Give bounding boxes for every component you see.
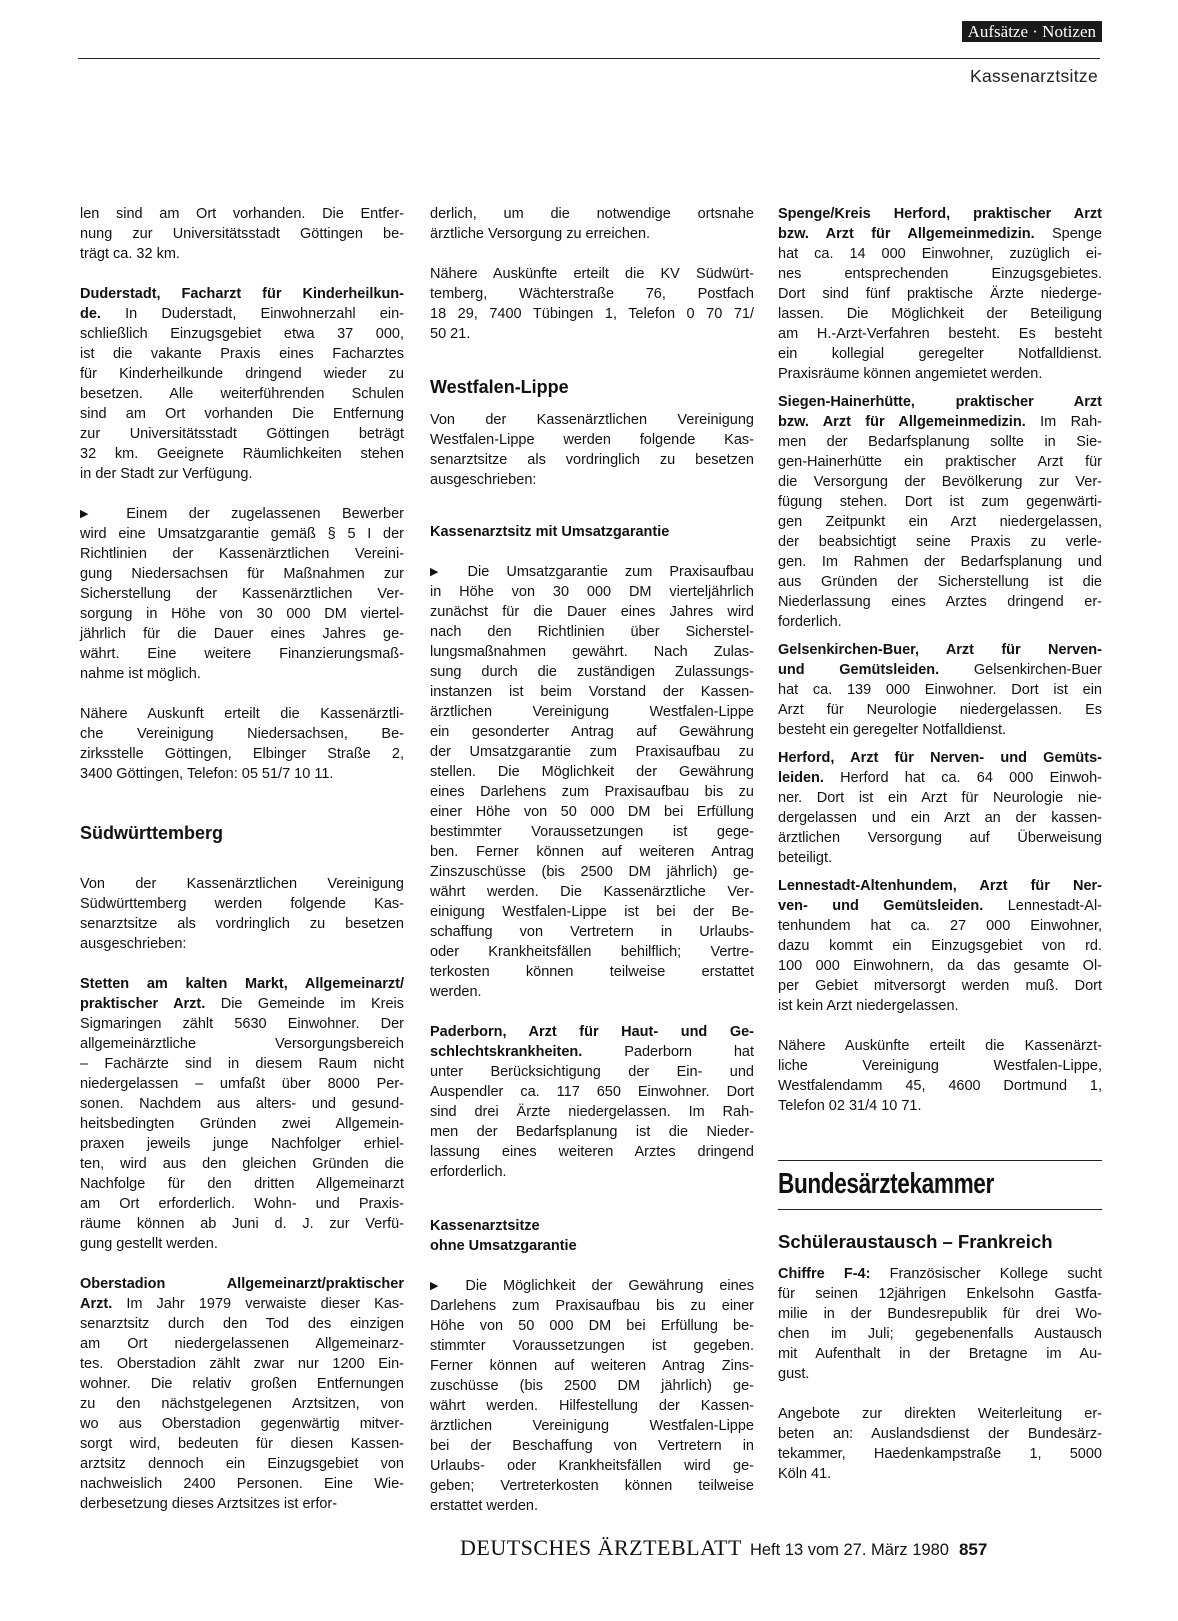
text-line: zur Universitätsstadt Göttingen beträgt <box>80 426 404 442</box>
text-line: derbesetzung dieses Arztsitzes ist erfor- <box>80 1496 338 1512</box>
text-line: sorgt wird, bedeuten für diesen Kassen- <box>80 1436 404 1452</box>
text-line: liche Vereinigung Westfalen-Lippe, <box>778 1058 1102 1074</box>
text-line: heitsbedingten Gründen zwei Allgemein- <box>80 1116 404 1132</box>
text-line: geben; Vertreterkosten können teilweise <box>430 1478 754 1494</box>
text-line: senarztsitze als vordringlich zu besetzen <box>430 452 754 468</box>
text-line: stimmter Voraussetzungen ist gegeben. <box>430 1338 754 1354</box>
listing-herford: Herford, Arzt für Nerven- und Gemüts- leiden. Herford hat ca. 64 000 Einwoh- ner. Dort ist ein Arzt für Neurologie nie- dergelassen und ein Arzt an der kassen- ärztlichen Versorgung auf Überweisung beteiligt. <box>778 750 1102 866</box>
text-line: terkosten können teilweise erstattet <box>430 964 754 980</box>
text-line: wo aus Oberstadion gegenwärtig mitver- <box>80 1416 404 1432</box>
text-line: derlich, um die notwendige ortsnahe <box>430 206 754 222</box>
text-line: bei der Beschaffung von Vertretern in <box>430 1438 754 1454</box>
text-line: chen im Juli; gegebenenfalls Austausch <box>778 1326 1102 1342</box>
text-line: trägt ca. 32 km. <box>80 246 180 262</box>
text-line: sind drei Ärzte niedergelassen. Im Rah- <box>430 1104 754 1120</box>
text-line: ein kollegial geregelter Notfalldienst. <box>778 346 1102 362</box>
text-line: der Umsatzgarantie zum Praxisaufbau zu <box>430 744 754 760</box>
text-line: gen Zeitpunkt ein Arzt niedergelassen, <box>778 514 1102 530</box>
text-line: Von der Kassenärztlichen Vereinigung <box>430 412 754 428</box>
listing-spenge: Spenge/Kreis Herford, praktischer Arzt bzw. Arzt für Allgemeinmedizin. Spenge hat ca. 14 000 Einwohner, zuzüglich ei- nes entsprechenden Einzugsgebietes. Dort sind fünf praktische Ärzte niederge- lassen. Die Möglichkeit der Beteiligung am H.-Arzt-Verfahren besteht. Es besteht ein kollegial geregelter Notfalldienst. Praxisräume können angemietet werden. <box>778 206 1102 382</box>
section-title: Kassenarztsitze <box>969 66 1098 86</box>
paragraph-ohne-umsatzgarantie <box>430 1276 754 1516</box>
paragraph-kv-auskunft <box>430 264 754 344</box>
text-line: ärztlichen Vereinigung Westfalen-Lippe <box>430 1418 754 1434</box>
text-line: Urlaubs- oder Krankheitsfällen wird ge- <box>430 1458 754 1474</box>
text-line: erstattet werden. <box>430 1498 538 1514</box>
text-line: Praxisräume können angemietet werden. <box>778 366 1043 382</box>
text-line: lungsmaßnahmen gewährt. Nach Zulas- <box>430 644 754 660</box>
text-line: che Vereinigung Niedersachsen, Be- <box>80 726 404 742</box>
text-line: gen-Hainerhütte ein praktischer Arzt für <box>778 454 1102 470</box>
text-line: ner. Dort ist ein Arzt für Neurologie nie- <box>778 790 1102 806</box>
paragraph <box>80 204 404 264</box>
text-line: zuschüsse (bis 2500 DM jährlich) ge- <box>430 1378 754 1394</box>
text-line: senarztsitz durch den Tod des einzigen <box>80 1316 404 1332</box>
text-line: räume können ab Juni d. J. zur Verfü- <box>80 1216 404 1232</box>
text-line: per Gebiet mitversorgt werden muß. Dort <box>778 978 1102 994</box>
text-line: Niederlassung eines Arztes dringend er- <box>778 594 1102 610</box>
text-line: ärztlichen Versorgung auf Überweisung <box>778 830 1102 846</box>
text-line: aus Gründen der Sicherstellung ist die <box>778 574 1102 590</box>
text-line: nachweislich 2400 Personen. Eine Wie- <box>80 1476 404 1492</box>
listing-gelsenkirchen: Gelsenkirchen-Buer, Arzt für Nerven- und Gemütsleiden. Gelsenkirchen-Buer hat ca. 139 000 Einwohner. Dort ist ein Arzt für Neurologie niedergelassen. Es besteht ein geregelter Notfalldienst. <box>778 642 1102 738</box>
heading-mit-umsatzgarantie: Kassenarztsitz mit Umsatzgarantie <box>430 524 670 540</box>
heading-bundesaerztekammer: Bundesärztekammer <box>778 1168 994 1200</box>
text-line: 50 21. <box>430 326 471 342</box>
text-line: Richtlinien der Kassenärztlichen Vereini- <box>80 546 404 562</box>
text-line: – Fachärzte sind in diesem Raum nicht <box>80 1056 404 1072</box>
text-line: Auspendler ca. 117 650 Einwohner. Dort <box>430 1084 754 1100</box>
text-line: am H.-Arzt-Verfahren besteht. Es besteht <box>778 326 1102 342</box>
text-line: für seinen 12jährigen Enkelsohn Gastfa- <box>778 1286 1102 1302</box>
text-line: für Kinderheilkunde dringend wieder zu <box>80 366 404 382</box>
text-line: sung durch die zuständigen Zulassungs- <box>430 664 754 680</box>
text-line: lassen. Die Möglichkeit der Beteiligung <box>778 306 1102 322</box>
paragraph-umsatzgarantie <box>80 504 404 684</box>
text-line: dergelassen und ein Arzt an der kassen- <box>778 810 1102 826</box>
text-line: ärztlichen Vereinigung Westfalen-Lippe <box>430 704 754 720</box>
text-line: schließlich Einzugsgebiet etwa 37 000, <box>80 326 404 342</box>
bullet-triangle-icon: ▶ <box>80 508 127 520</box>
heading-ohne-umsatzgarantie: Kassenarztsitze ohne Umsatzgarantie <box>430 1218 577 1254</box>
text-line: besetzen. Alle weiterführenden Schulen <box>80 386 404 402</box>
text-line: Höhe von 50 000 DM bei Erfüllung be- <box>430 1318 754 1334</box>
text-line: währt. Eine weitere Finanzierungsmaß- <box>80 646 404 662</box>
text-line: 18 29, 7400 Tübingen 1, Telefon 0 70 71/ <box>430 306 754 322</box>
listing-oberstadion: Oberstadion Allgemeinarzt/praktischer Arzt. Im Jahr 1979 verwaiste dieser Kas- senarztsitz durch den Tod des einzigen am Ort niedergelassenen Allgemeinarz- tes. Oberstadion zählt zwar nur 1200 Ein- wohner. Die relativ großen Entfernungen zu den nächstgelegenen Arztsitzen, von wo aus Oberstadion gegenwärtig mitver- sorgt wird, bedeuten für diesen Kassen- arztsitz dennoch ein Einzugsgebiet von nachweislich 2400 Personen. Eine Wie- derbesetzung dieses Arztsitzes ist erfor- <box>80 1276 404 1512</box>
text-line: ▶ Die Möglichkeit der Gewährung eines <box>430 1278 754 1294</box>
text-line: nes entsprechenden Einzugsgebietes. <box>778 266 1102 282</box>
text-line: Sigmaringen zählt 5630 Einwohner. Der <box>80 1016 404 1032</box>
bullet-triangle-icon: ▶ <box>430 566 468 578</box>
text-line: milie in der Bundesrepublik für drei Wo- <box>778 1306 1102 1322</box>
listing-paderborn: Paderborn, Arzt für Haut- und Ge- schlechtskrankheiten. Paderborn hat unter Berücksichtigung der Ein- und Auspendler ca. 117 650 Einwohner. Dort sind drei Ärzte niedergelassen. Im Rah- men der Bedarfsplanung ist die Nieder- lassung eines weiteren Arztes dringend erforderlich. <box>430 1024 754 1180</box>
text-line: jährlich für die Dauer eines Jahres ge- <box>80 626 404 642</box>
text-line: fügung stehen. Dort ist zum gegenwärti- <box>778 494 1102 510</box>
text-line: Westfalendamm 45, 4600 Dortmund 1, <box>778 1078 1102 1094</box>
paragraph-auskunft <box>80 704 404 784</box>
text-line: Arzt für Neurologie niedergelassen. Es <box>778 702 1102 718</box>
text-line: sonen. Nachdem aus alters- und gesund- <box>80 1096 404 1112</box>
text-line: ein gesonderter Antrag auf Gewährung <box>430 724 754 740</box>
text-line: niedergelassen – umfaßt über 8000 Per- <box>80 1076 404 1092</box>
listing-siegen: Siegen-Hainerhütte, praktischer Arzt bzw. Arzt für Allgemeinmedizin. Im Rah- men der Bedarfsplanung sollte in Sie- gen-Hainerhütte ein praktischer Arzt für die Versorgung der Bevölkerung zur Ver- fügung stehen. Dort ist zum gegenwärti- gen Zeitpunkt ein Arzt niedergelassen, der beabsichtigt seine Praxis zu verle- gen. Im Rahmen der Bedarfsplanung und aus Gründen der Sicherstellung ist die Niederlassung eines Arztes dringend er- forderlich. <box>778 394 1103 630</box>
text-line: gung gestellt werden. <box>80 1236 218 1252</box>
paragraph-mit-umsatzgarantie <box>430 562 754 1002</box>
text-line: bestimmter Voraussetzungen ist gege- <box>430 824 754 840</box>
text-line: lassung eines weiteren Arztes dringend <box>430 1144 754 1160</box>
text-line: Westfalen-Lippe werden folgende Kas- <box>430 432 754 448</box>
text-line: Zinszuschüsse (bis 2500 DM jährlich) ge- <box>430 864 754 880</box>
text-line: Nähere Auskünfte erteilt die Kassenärzt- <box>778 1038 1102 1054</box>
text-line: schaffung von Vertretern in Urlaubs- <box>430 924 754 940</box>
text-line: währt werden. Die Kassenärztliche Ver- <box>430 884 754 900</box>
text-line: Ferner können auf weiteren Antrag Zins- <box>430 1358 754 1374</box>
text-line: hat ca. 139 000 Einwohner. Dort ist ein <box>778 682 1102 698</box>
text-line: Südwürttemberg werden folgende Kas- <box>80 896 404 912</box>
listing-lennestadt: Lennestadt-Altenhundem, Arzt für Ner- ven- und Gemütsleiden. Lennestadt-Al- tenhundem hat ca. 27 000 Einwohner, dazu kommt ein Einzugsgebiet von rd. 100 000 Einwohnern, da das gesamte Ol- per Gebiet mitversorgt werden muß. Dort ist kein Arzt niedergelassen. <box>778 878 1103 1014</box>
text-line: nach den Richtlinien über Sicherstel- <box>430 624 754 640</box>
text-line: in Höhe von 30 000 DM vierteljährlich <box>430 584 754 600</box>
text-line: Nähere Auskünfte erteilt die KV Südwürt- <box>430 266 754 282</box>
text-line: am Ort erforderlich. Wohn- und Praxis- <box>80 1196 404 1212</box>
text-line: len sind am Ort vorhanden. Die Entfer- <box>80 206 404 222</box>
text-line: Nachfolge für den dritten Allgemeinarzt <box>80 1176 404 1192</box>
text-line: mit Aufenthalt in der Bretagne im Au- <box>778 1346 1102 1362</box>
text-line: ist kein Arzt niedergelassen. <box>778 998 959 1014</box>
text-line: ärztliche Versorgung zu erreichen. <box>430 226 651 242</box>
text-line: allgemeinärztliche Versorgungsbereich <box>80 1036 404 1052</box>
text-line: Angebote zur direkten Weiterleitung er- <box>778 1406 1102 1422</box>
text-line: ▶ Die Umsatzgarantie zum Praxisaufbau <box>430 564 754 580</box>
text-line: ausgeschrieben: <box>80 936 187 952</box>
text-line: ausgeschrieben: <box>430 472 537 488</box>
text-line: währt werden. Hilfestellung der Kassen- <box>430 1398 754 1414</box>
paragraph-intro <box>80 874 404 954</box>
text-line: nahme ist möglich. <box>80 666 201 682</box>
text-line: die Versorgung der Bevölkerung zur Ver- <box>778 474 1102 490</box>
text-line: tes. Oberstadion zählt zwar nur 1200 Ein- <box>80 1356 404 1372</box>
text-line: Nähere Auskunft erteilt die Kassenärztli- <box>80 706 404 722</box>
text-line: ben. Ferner können auf weiteren Antrag <box>430 844 754 860</box>
paragraph <box>430 204 754 244</box>
text-line: senarztsitze als vordringlich zu besetzen <box>80 916 404 932</box>
column-3 <box>778 204 1102 1484</box>
text-line: ▶ Einem der zugelassenen Bewerber <box>80 506 404 522</box>
text-line: gung Niedersachsen für Maßnahmen zur <box>80 566 404 582</box>
text-line: sind am Ort vorhanden Die Entfernung <box>80 406 404 422</box>
text-line: men der Bedarfsplanung ist die Nieder- <box>430 1124 754 1140</box>
text-line: eines Darlehens zum Praxisaufbau bis zu <box>430 784 754 800</box>
text-line: nung zur Universitätsstadt Göttingen be- <box>80 226 404 242</box>
issue-info: Heft 13 vom 27. März 1980 <box>749 1541 949 1559</box>
listing-stetten: Stetten am kalten Markt, Allgemeinarzt/ praktischer Arzt. Die Gemeinde im Kreis Sigmaringen zählt 5630 Einwohner. Der allgemeinärztliche Versorgungsbereich – Fachärzte sind in diesem Raum nicht niedergelassen – umfaßt über 8000 Per- sonen. Nachdem aus alters- und gesund- heitsbedingten Gründen zwei Allgemein- praxen jeweils junge Nachfolger erhiel- ten, wird aus den gleichen Gründen die Nachfolge für den dritten Allgemeinarzt am Ort erforderlich. Wohn- und Praxis- räume können ab Juni d. J. zur Verfü- gung gestellt werden. <box>80 976 405 1252</box>
text-line: besteht ein geregelter Notfalldienst. <box>778 722 1007 738</box>
text-line: der beabsichtigt seine Praxis zu verle- <box>778 534 1102 550</box>
header-rule <box>78 58 1100 59</box>
text-line: Sicherstellung der Kassenärztlichen Ver- <box>80 586 404 602</box>
text-line: Von der Kassenärztlichen Vereinigung <box>80 876 404 892</box>
text-line: 3400 Göttingen, Telefon: 05 51/7 10 11. <box>80 766 334 782</box>
text-line: am Ort niedergelassenen Allgemeinarz- <box>80 1336 404 1352</box>
text-line: tenhundem hat ca. 27 000 Einwohner, <box>778 918 1102 934</box>
column-2 <box>430 204 754 1516</box>
text-line: 100 000 Einwohnern, da das gesamte Ol- <box>778 958 1102 974</box>
text-line: werden. <box>430 984 482 1000</box>
text-line: einer Höhe von 50 000 DM bei Erfüllung <box>430 804 754 820</box>
text-line: forderlich. <box>778 614 842 630</box>
journal-name: DEUTSCHES ÄRZTEBLATT <box>460 1535 742 1560</box>
text-line: Telefon 02 31/4 10 71. <box>778 1098 922 1114</box>
text-line: temberg, Wächterstraße 76, Postfach <box>430 286 754 302</box>
text-line: dazu kommt ein Einzugsgebiet von rd. <box>778 938 1102 954</box>
text-line: zu den nächstgelegenen Arztsitzen, von <box>80 1396 404 1412</box>
text-line: gen. Im Rahmen der Bedarfsplanung und <box>778 554 1102 570</box>
paragraph-intro <box>430 410 754 490</box>
text-line: sorgung in Höhe von 30 000 DM viertel- <box>80 606 404 622</box>
heading-schueleraustausch: Schüleraustausch – Frankreich <box>778 1231 1053 1252</box>
rubric-tag: Aufsätze · Notizen <box>962 21 1102 42</box>
bullet-triangle-icon: ▶ <box>430 1280 466 1292</box>
text-line: ist die vakante Praxis eines Facharztes <box>80 346 404 362</box>
heading-westfalen-lippe: Westfalen-Lippe <box>430 377 569 397</box>
paragraph-auskunft <box>778 1036 1102 1116</box>
text-line: stellen. Die Möglichkeit der Gewährung <box>430 764 754 780</box>
listing-chiffre: Chiffre F-4: Französischer Kollege sucht für seinen 12jährigen Enkelsohn Gastfa- milie in der Bundesrepublik für drei Wo- chen im Juli; gegebenenfalls Austausch mit Aufenthalt in der Bretagne im Au- gust. <box>778 1266 1102 1382</box>
text-line: oder Krankheitsfällen behilflich; Vertre- <box>430 944 754 960</box>
text-line: wohner. Die relativ großen Entfernungen <box>80 1376 404 1392</box>
page-number: 857 <box>958 1540 988 1559</box>
text-line: praxen jeweils junge Nachfolger erhiel- <box>80 1136 404 1152</box>
text-line: Köln 41. <box>778 1466 832 1482</box>
text-line: erforderlich. <box>430 1164 507 1180</box>
paragraph-angebote <box>778 1404 1102 1484</box>
text-line: Dort sind fünf praktische Ärzte niederge- <box>778 286 1102 302</box>
text-line: gust. <box>778 1366 810 1382</box>
text-line: beteiligt. <box>778 850 833 866</box>
text-line: 32 km. Geeignete Räumlichkeiten stehen <box>80 446 404 462</box>
text-line: arztsitz dennoch ein Einzugsgebiet von <box>80 1456 404 1472</box>
text-line: wird eine Umsatzgarantie gemäß § 5 I der <box>80 526 404 542</box>
text-line: ten, wird aus den gleichen Gründen die <box>80 1156 404 1172</box>
text-line: zunächst für die Dauer eines Jahres wird <box>430 604 754 620</box>
column-1 <box>80 204 404 1514</box>
text-line: instanzen ist beim Vorstand der Kassen- <box>430 684 754 700</box>
text-line: beten an: Auslandsdienst der Bundesärz- <box>778 1426 1102 1442</box>
text-line: in der Stadt zur Verfügung. <box>80 466 253 482</box>
listing-duderstadt: Duderstadt, Facharzt für Kinderheilkun- de. In Duderstadt, Einwohnerzahl ein- schließlich Einzugsgebiet etwa 37 000, ist die vakante Praxis eines Facharztes für Kinderheilkunde dringend wieder zu besetzen. Alle weiterführenden Schulen sind am Ort vorhanden Die Entfernung zur Universitätsstadt Göttingen beträgt 32 km. Geeignete Räumlichkeiten stehen in der Stadt zur Verfügung. <box>80 286 404 482</box>
text-line: Darlehens zum Praxisaufbau bis zu einer <box>430 1298 754 1314</box>
heading-suedwuerttemberg: Südwürttemberg <box>80 823 224 843</box>
text-line: zirksstelle Göttingen, Elbinger Straße 2, <box>80 746 404 762</box>
text-line: tekammer, Haedenkampstraße 1, 5000 <box>778 1446 1102 1462</box>
text-line: hat ca. 14 000 Einwohner, zuzüglich ei- <box>778 246 1102 262</box>
page-footer <box>460 1535 1102 1561</box>
text-line: einigung Westfalen-Lippe ist bei der Be- <box>430 904 754 920</box>
text-line: unter Berücksichtigung der Ein- und <box>430 1064 754 1080</box>
text-line: men der Bedarfsplanung sollte in Sie- <box>778 434 1102 450</box>
